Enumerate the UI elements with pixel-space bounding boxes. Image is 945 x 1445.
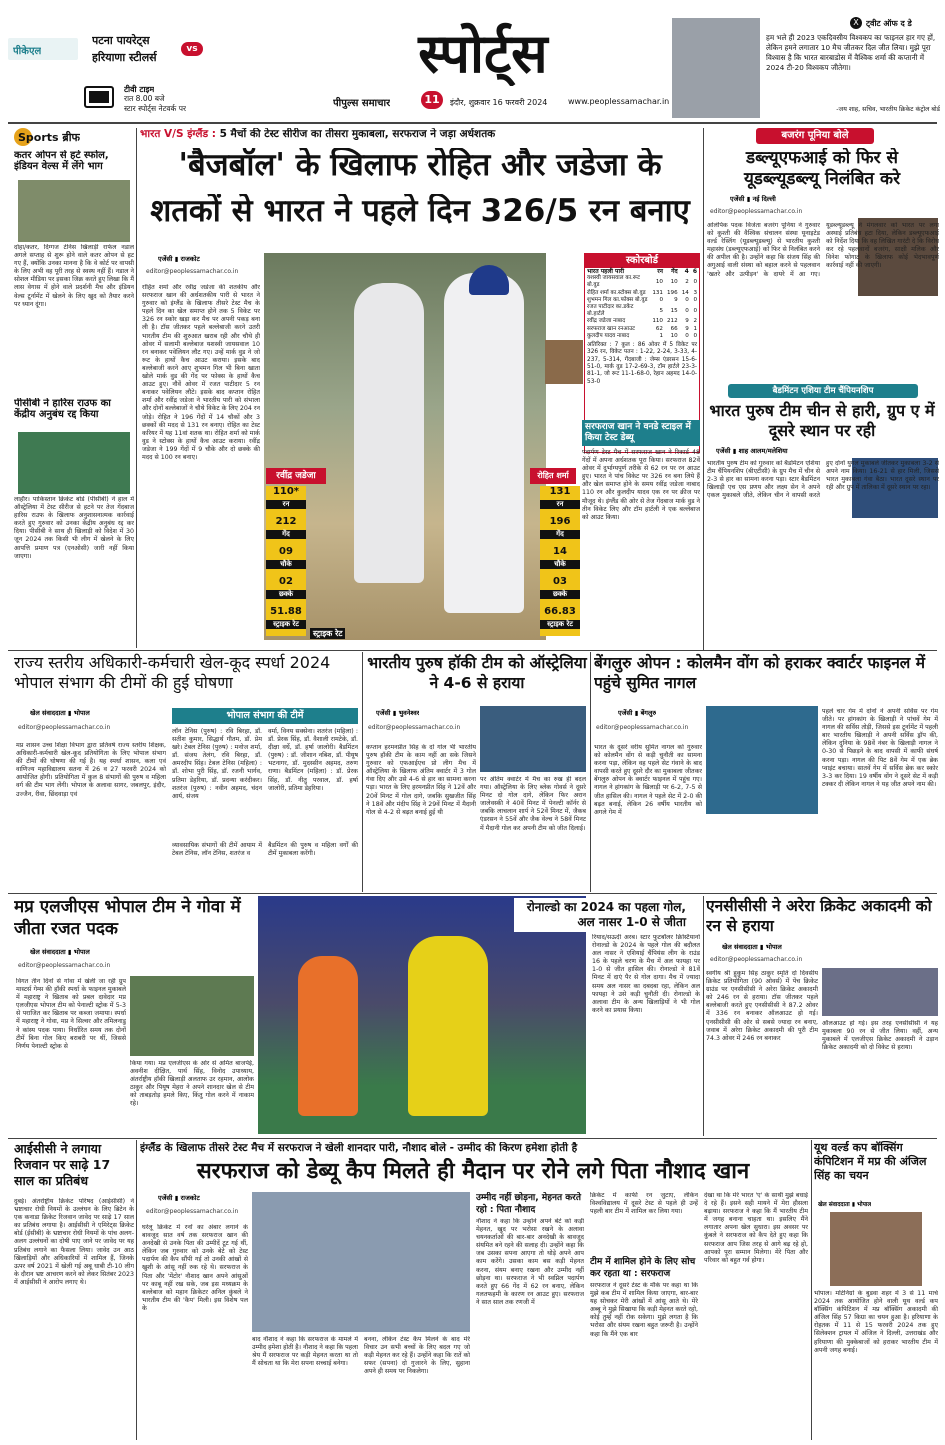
meet-body: मप्र शासन उच्च शिक्षा विभाग द्वारा प्रतिवर्ष राज्य स्तरीय शिक्षक, अधिकारी-कर्मचारी खेल-कूद प्रतियोगिता के लिए भोपाल संभाग की टीमों की घोषणा की गई है। यह स्पर्धा शासन, कला एवं वाणिज्य महाविद्यालय सतना में 26 व 27 फरवरी 2024 को आयोजित होगी। प्रतियोगिता में कुल 8 संभागों की पुरुष व महिला वर्ग की टीम भाग लेंगी। भोपाल के अलावा सागर, जबलपुर, इंदौर, उज्जैन, रीवा, छिंदवाड़ा एवं xyxy=(16,742,166,798)
main-byline: एजेंसी ▮ राजकोट xyxy=(158,255,200,263)
sarfaraz-story-col3: बनना, लेकिन टेस्ट कैप मिलने के बाद मेरे विचार उन सभी बच्चों के लिए बदल गए जो कड़ी मेहनत कर रहे हैं। उन्होंने कहा कि रातें को सफर (सपना) दो गुजारने के लिए, सुहाना अपने ही समय पर निकलेगा। xyxy=(364,1336,470,1376)
mp-team-photo xyxy=(130,976,254,1056)
scorecard-cell: 9 xyxy=(674,296,678,303)
right-divider xyxy=(703,128,704,650)
scorecard-cell: 2 xyxy=(685,278,689,285)
stat-label: गेंद xyxy=(266,530,306,539)
tv-time-3: स्टार स्पोर्ट्स नेटवर्क पर xyxy=(124,104,187,113)
ronaldo-divider xyxy=(703,896,704,1136)
scorecard-cell: शुभमन गिल का.फोक्स बो.वुड xyxy=(587,296,648,303)
brief-text-1: दोहा/कतर, दिग्गज टेनिस खिलाड़ी राफेल नडाल अगले सप्ताह से शुरू होने वाले कतर ओपन से हट गए हैं, क्योंकि उनका मानना है कि वे कोर्ट पर वापसी के लिए अभी वह पूरी तरह से स्वस्थ नहीं हैं। नडाल ने सोशल मीडिया पर इसका जिक्र करते हुए लिखा कि मैं लास वेगास में होने वाले प्रदर्शनी मैच और इंडियन वेल्स टूर्नामेंट में खेलने के लिए खुद को तैयार करने पर ध्यान दूंगा। xyxy=(14,244,134,308)
sarfaraz-story-col4: नौशाद ने कहा कि उन्होंने अपने बेटे को कड़ी मेहनत, खुद पर भरोसा रखने के अलावा चयनकर्ताओं की बार-बार अनदेखी के बावजूद संयमित बने रहने की सलाह दी। उन्होंने कहा कि जब उसका सपना आएगा तो थोड़े अपने आप काम करेंगे। उसका काम बस कड़ी मेहनत करना, संयम बनाए रखना और उम्मीद नहीं छोड़ना था। सरफराज ने भी स्वप्निल पदार्पण करते हुए 66 गेंद में 62 रन बनाए, लेकिन गलतफहमी के कारण रन आउट हुए। सरफराज ने सात साल तक रणजी में xyxy=(476,1218,584,1306)
scorecard-cell: 10 xyxy=(670,332,678,339)
meet-teams-foot2: बैडमिंटन की पुरुष व महिला वर्गों की टीमें मुकाबला करेंगी। xyxy=(268,842,358,858)
meet-teams-foot1: व्यावसायिक संभागों की टीमें आयाम में टेबल टेनिस, लॉन टेनिस, शतरंज व xyxy=(172,842,262,858)
bengaluru-email: editor@peoplessamachar.co.in xyxy=(596,724,689,731)
boxing-divider xyxy=(811,1140,812,1440)
brief-divider xyxy=(136,128,137,648)
tweet-label: ट्वीट ऑफ द डे xyxy=(866,19,912,28)
scorecard-cell: 2 xyxy=(693,318,697,325)
scorecard-cell: 3 xyxy=(693,289,697,296)
page-number: 11 xyxy=(421,91,443,109)
band-rule-3 xyxy=(8,1138,937,1139)
meet-teams-col1: लॉन टेनिस (पुरुष) : रवि बिरहा, डॉ. सतीश कुमार, सिद्धार्थ गौतम, डॉ. प्रेम खरे। टेबल टेनिस (पुरुष) : मनोज शर्मा, डॉ. संजय तेलंग, रवि बिरहा, डॉ. अमरदीप सिंह। टेबल टेनिस (महिला) : डॉ. शोभा पुरी सिंह, डॉ. रजनी भार्गव, प्रतिमा डेहरिया, डॉ. प्रदन्या करंदीकर। शतरंज (पुरुष) : नवीन अहमद, चंदन आर्य, संजय xyxy=(172,728,262,800)
main-kicker: भारत V/S इंग्लैंड : 5 मैचों की टेस्ट सीरीज का तीसरा मुकाबला, सरफराज ने जड़ा अर्धशतक xyxy=(140,128,496,140)
jadeja-name: रवींद्र जडेजा xyxy=(266,468,326,484)
anjil-photo xyxy=(830,1212,922,1286)
hockey-photo xyxy=(480,706,586,772)
stat-value: 02 xyxy=(279,576,293,587)
stat-value: 03 xyxy=(553,576,567,587)
sarfaraz-story-col7: देखा था कि मेरे भारत 'ए' के साथी मुझे बधाई दे रहे हैं। इसने सही मायने में मेरा हौसला बढ़ाया। सरफराज ने कहा कि मैं भारतीय टीम में जगह बनाना चाहता था। इसलिए मैंने लगातार अपना खेल सुधारा। इस अवसर पर कुंबले ने सरफराज को कैप देते हुए कहा कि सरफराज आप जिस तरह से आगे बढ़ रहे हो, आपको पूरा सम्मान मिलेगा। मेरे पिता और परिवार को बहुत गर्व होगा। xyxy=(704,1192,808,1264)
stat-value: 131 xyxy=(549,486,571,497)
pkl-box xyxy=(8,38,78,60)
scorecard-cell: यशस्वी जायसवाल का.रूट बो.वुड xyxy=(587,275,641,289)
bajrang-byline: एजेंसी ▮ नई दिल्ली xyxy=(730,195,776,203)
meet-byline: खेल संवाददाता ▮ भोपाल xyxy=(30,709,90,717)
badminton-headline: भारत पुरुष टीम चीन से हारी, ग्रुप ए में दूसरे स्थान पर रही xyxy=(709,401,935,440)
scorecard-cell: 0 xyxy=(693,307,697,314)
stat-label: स्ट्राइक रेट xyxy=(540,620,580,629)
mp-email: editor@peoplessamachar.co.in xyxy=(18,962,111,969)
hockey-headline: भारतीय पुरुष हॉकी टीम को ऑस्ट्रेलिया ने 4-6 से हराया xyxy=(367,654,587,692)
scorecard-cell: 0 xyxy=(685,332,689,339)
jadeja-stats xyxy=(266,486,306,636)
meet-headline: राज्य स्तरीय अधिकारी-कर्मचारी खेल-कूद स्पर्धा 2024 भोपाल संभाग की टीमों की हुई घोषणा xyxy=(14,653,331,692)
sarfaraz-story-email: editor@peoplessamachar.co.in xyxy=(146,1208,239,1215)
brief-headline-2: पीसीबी ने हारिस राउफ का केंद्रीय अनुबंध रद्द किया xyxy=(14,398,111,421)
tv-time-1: टीवी टाइम xyxy=(124,85,155,94)
stat-value: 66.83 xyxy=(544,606,576,617)
hockey-body-2: पर अंतिम क्वार्टर में मैच का रुख ही बदल गया। ऑस्ट्रेलिया के लिए ब्लेक गोवर्स ने दूसरे मिनट दो गोल दागे, लेकिन फिर अरान जालेवस्की ने 40वें मिनट में पेनल्टी कॉर्नर से जबकि लाचलान शार्प ने 52वें मिनट में, जैकब एंडरसन ने 55वें और जैक वेल्च ने 58वें मिनट में मैदानी गोल कर अपनी टीम को जीत दिलाई। xyxy=(480,776,586,832)
scorecard-header-cell: 4 xyxy=(684,268,689,275)
scorecard-cell: सरफराज खान रनआउट xyxy=(587,325,635,332)
sarfaraz-story-col2: बाद नौशाद ने कहा कि सरफराज के मामले में उम्मीद हमेशा होती है। नौशाद ने कहा कि पहला श्रेय मैं सरफराज पर कड़ी मेहनत करता था तो मैं सोचता था कि मेरा सपना सच्चाई बनेगा। xyxy=(252,1336,358,1368)
stat-label: रन xyxy=(540,500,580,509)
scorecard-cell: 14 xyxy=(681,289,689,296)
scorecard-header-cell: रन xyxy=(657,268,663,275)
scorecard-cell: 0 xyxy=(693,296,697,303)
scorecard-cell: 66 xyxy=(670,325,678,332)
brief-column xyxy=(14,128,134,648)
paper-name: पीपुल्स समाचार xyxy=(333,98,391,109)
bengaluru-headline: बेंगलुरु ओपन : कोलमैन वोंग को हराकर क्वार्टर फाइनल में पहुंचे सुमित नागल xyxy=(594,654,925,692)
main-headline-2: शतकों से भारत ने पहले दिन 326/5 रन बनाए xyxy=(150,194,690,229)
bajrang-body: ओलंपिक पदक विजेता बजरंग पूनिया ने गुरुवार को कुश्ती की वैश्विक संचालन संस्था यूनाइटेड वर्ल्ड रेस्लिंग (यूडब्ल्यूडब्ल्यू) से भारतीय कुश्ती महासंघ (डब्ल्यूएफआई) को फिर से निलंबित करने की अपील की है। उन्होंने कहा कि संजय सिंह की अगुआई वाली संस्था को बहाल करने से पहलवान 'खतरे और उत्पीड़न' के दायरे में आ गए। यूडब्ल्यूडब्ल्यू ने मंगलवार को भारत पर लगा अस्थाई प्रतिबंध हटा दिया, लेकिन डब्ल्यूएफआई को निर्देश दिया कि वह लिखित गारंटी दे कि विरोध कर रहे पहलवानों बजरंग, साक्षी मलिक और विनेश फोगाट के खिलाफ कोई भेदभावपूर्ण कार्रवाई नहीं की जाएगी। xyxy=(707,222,939,278)
sarfaraz-story-headline: सरफराज को डेब्यू कैप मिलते ही मैदान पर रोने लगे पिता नौशाद खान xyxy=(196,1159,750,1184)
scorecard-cell: 0 xyxy=(659,296,663,303)
stat-value: 09 xyxy=(279,546,293,557)
scorecard-cell: रोहित शर्मा का.स्टोक्स बो.वुड xyxy=(587,289,646,296)
stat-value: 110* xyxy=(272,486,300,497)
icc-headline: आईसीसी ने लगाया रिजवान पर साढ़े 17 साल का प्रतिबंध xyxy=(14,1141,111,1188)
scorecard-cell: 10 xyxy=(655,278,663,285)
scorecard-cell: 0 xyxy=(693,278,697,285)
stat-value: 51.88 xyxy=(270,606,302,617)
stat-label: चौके xyxy=(266,560,306,569)
ronaldo-body: रियाद/सऊदी अरब। स्टार फुटबॉलर क्रिस्टियानो रोनाल्डो के 2024 के पहले गोल की बदौलत अल नासर ने एशियाई चैंपियंस लीग के राउंड 16 के पहले चरण के मैच में अल फायहा पर 1-0 से जीत हासिल की। रोनाल्डो ने 81वें मिनट में दाएं पैर से गोल दागा। मैच में ज्यादा समय अल नासर का दबदबा रहा, लेकिन अल फायहा ने उसे कड़ी चुनौती दी। रोनाल्डो के अलावा टीम के अन्य खिलाड़ियों ने भी गोल करने का प्रयास किया। xyxy=(592,934,700,1014)
rohit-jadeja-photo xyxy=(264,253,546,640)
meet-teams-title: भोपाल संभाग की टीमें xyxy=(172,708,358,724)
boxing-byline: खेल संवाददाता ▮ भोपाल xyxy=(818,1202,872,1208)
ncc-headline: एनसीसीसी ने अरेरा क्रिकेट अकादमी को रन से हराया xyxy=(706,897,932,935)
badminton-body: भारतीय पुरुष टीम को गुरुवार को बैडमिंटन एशिया टीम चैंपियनशिप (बीएटीसी) के ग्रुप मैच में चीन से 2-3 से हार का सामना करना पड़ा। स्टार बैडमिंटन खिलाड़ी एच एस प्रणय और लक्ष्य सेन ने अपने एकल मुकाबले जीते, लेकिन चीन ने वापसी करते हुए दोनों युगल मुकाबले जीतकर मुकाबला 3-2 से अपने नाम किया। 16-21 से हार मिली, जिससे भारत मुकाबला गंवा बैठा। भारत दूसरे स्थान पर रही और ग्रुप में तालिका में दूसरे स्थान पर रहा। xyxy=(707,460,939,500)
scorecard-row xyxy=(585,318,699,325)
tv-icon xyxy=(84,86,114,108)
bengaluru-byline: एजेंसी ▮ बेंगलुरु xyxy=(618,709,657,717)
team1: पटना पायरेट्स xyxy=(92,34,150,47)
hockey-email: editor@peoplessamachar.co.in xyxy=(368,724,461,731)
ncc-body-2: ऑलआउट हो गई। इस तरह एनसीसीसी ने यह मुकाबला 90 रन से जीत लिया। वहीं, अन्य मुकाबले में एलजीएस क्रिकेट अकादमी ने उड़ान क्रिकेट अकादमी को दो विकेट से हराया। xyxy=(822,1020,938,1052)
stat-label: छक्के xyxy=(266,590,306,599)
scorecard-row xyxy=(585,326,699,333)
bajrang-email: editor@peoplessamachar.co.in xyxy=(710,208,803,215)
rohit-stats xyxy=(540,486,580,636)
ncc-byline: खेल संवाददाता ▮ भोपाल xyxy=(722,943,782,951)
hockey-divider xyxy=(590,652,591,892)
stat-label: रन xyxy=(266,500,306,509)
scorecard-cell: 1 xyxy=(659,332,663,339)
sarfaraz-story-col5: क्रिकेट में काफी रन जुटाए, लेकिन विश्वविद्यालय में दूसरे टेस्ट से पहले ही उन्हें पहली बार टीम में शामिल कर लिया गया। xyxy=(590,1192,698,1216)
tweet-author: -जय शाह, सचिव, भारतीय क्रिकेट कंट्रोल बोर्ड xyxy=(836,106,940,113)
scorecard-cell: 0 xyxy=(685,296,689,303)
stat-value: 14 xyxy=(553,546,567,557)
brief-text-2: लाहौर। पाकिस्तान क्रिकेट बोर्ड (पीसीबी) ने हाल में ऑस्ट्रेलिया में टेस्ट सीरीज से हटने पर तेज गेंदबाज हारिस राउफ के खिलाफ अनुशासनात्मक कार्रवाई करते हुए गुरुवार को उनका केंद्रीय अनुबंध रद्द कर दिया। पीसीबी ने साथ ही खिलाड़ी को विदेश में 30 जून 2024 तक किसी भी लीग में खेलने के लिए आपत्ति प्रमाण पत्र (एनओसी) जारी नहीं किया जाएगा। xyxy=(14,496,134,560)
ncc-body-1: स्वर्गीय श्री हुकुम सिंह ठाकुर स्मृति दो दिवसीय क्रिकेट प्रतियोगिता (90 ओवर्स) में पेंच क्रिकेट ग्राउंड पर एनसीसीसी ने अरेरा क्रिकेट अकादमी को 246 रन से हराया। टॉस जीतकर पहले बल्लेबाजी करते हुए एनसीसीसी ने 87.2 ओवर में 336 रन बनाकर ऑलआउट हो गई। एनसीसीसी की ओर से सबसे ज्यादा रन बनाए, जवाब में अरेरा क्रिकेट अकादमी की पूरी टीम 74.3 ओवर में 246 रन बनाकर xyxy=(706,970,818,1042)
scorecard-cell: 15 xyxy=(670,307,678,314)
sarfaraz-thumb xyxy=(545,340,583,384)
bengaluru-body-2: पहले चार गेम में दोनों ने अपनी सर्विस पर गेम जीते। पर हांगकांग के खिलाड़ी ने पांचवें गेम में नागल की सर्विस तोड़ी, जिससे इस टूर्नामेंट में पहली बार भारतीय खिलाड़ी ने अपनी सर्विस ड्रॉप की, लेकिन दुनिया के 98वें नंबर के खिलाड़ी नागल ने 0-30 से पिछड़ने के बाद वापसी में काफी संघर्ष करना पड़ा। नागल की पिट 8वें गेम में एक ब्रेक प्वाइंट बचाया। सातवें गेम में सर्विस ब्रेक कर स्कोर 3-3 कर दिया। 19 वर्षीय वोंग ने दूसरे सेट में कड़ी टक्कर दी लेकिन नागल ने यह जीत अपने नाम की। xyxy=(822,708,938,788)
mp-body-2: किया गया। मप्र एलजीएस के ओर से अमित बाजपेई, अवनीश दीक्षित, पार्थ सिंह, विनोद उपाध्याय, अंतर्राष्ट्रीय हॉकी खिलाड़ी अलताफ उर रहमान, आलोक ठाकुर और पियूष मेहरा ने अपने शानदार खेल से टीम को ताबड़तोड़ हमले किए, किंतु गोल करने में नाकाम रहे। xyxy=(130,1060,254,1108)
meet-teams-box xyxy=(172,708,358,890)
meet-divider xyxy=(362,652,363,892)
scorecard-cell: 0 xyxy=(685,307,689,314)
match-label: पीकेएल xyxy=(13,46,42,57)
scorecard-cell: 9 xyxy=(685,325,689,332)
website: www.peoplessamachar.in xyxy=(568,97,670,106)
scorecard-title: स्कोरबोर्ड xyxy=(585,254,699,268)
team2: हरियाणा स्टीलर्स xyxy=(92,51,157,64)
meet-email: editor@peoplessamachar.co.in xyxy=(18,724,111,731)
sports-brief-label: Sports ब्रीफ xyxy=(14,128,134,146)
hockey-byline: एजेंसी ▮ भुवनेश्वर xyxy=(376,709,420,717)
sarfaraz-story-col6: सरफराज ने दूसरे टेस्ट के मौके पर कहा था कि मुझे कब टीम में शामिल किया जाएगा, बार-बार यह सोचकर मेरी आंखों में आंसू आते थे। मेरे अब्बू ने मुझे सिखाया कि कड़ी मेहनत करते रहो, कोई तुम्हें नहीं रोक सकेगा। मुझे लगता है कि भरोसा और संयम रखना बहुत जरूरी है। उन्होंने कहा कि मैंने एक बार xyxy=(590,1282,698,1338)
naushad-photo xyxy=(252,1192,470,1332)
scorecard-cell: 5 xyxy=(659,307,663,314)
jay-shah-photo xyxy=(672,18,760,118)
sarfaraz-body: पदार्पण टेस्ट मैच में सरफराज खान ने रिकार्ड 48 गेंदों में अपना अर्धशतक पूरा किया। सरफराज 82वें ओवर में दुर्भाग्यपूर्ण तरीके से 62 रन पर रन आउट हुए। भारत ने पांच विकेट पर 326 रन बना लिये हैं और खेल समाप्त होने के समय रवींद्र जडेजा नाबाद 110 रन और कुलदीप यादव एक रन पर क्रीज पर मौजूद थे। इंग्लैंड की ओर से तेज गेंदबाज मार्क वुड ने तीन विकेट लिए और टॉम हार्टली ने एक बल्लेबाज को आउट किया। xyxy=(582,449,700,521)
band-rule-1 xyxy=(8,650,937,651)
scorecard-cell: रजत पाटीदार का.डकेट बो.हार्टले xyxy=(587,304,634,318)
mp-byline: खेल संवाददाता ▮ भोपाल xyxy=(30,948,90,956)
scorecard-header-cell: गेंद xyxy=(671,268,678,275)
scorecard-cell: कुलदीप यादव नाबाद xyxy=(587,332,630,339)
sarfaraz-head: सरफराज खान ने वनडे स्टाइल में किया टेस्ट डेब्यू xyxy=(582,420,700,446)
scorecard-cell: 1 xyxy=(693,325,697,332)
dateline: इंदौर, शुक्रवार 16 फरवरी 2024 xyxy=(450,98,548,107)
scorecard-table xyxy=(585,268,699,340)
rauf-photo xyxy=(18,432,130,494)
hockey-body-1: कप्तान हरमनप्रीत सिंह के दो गोल भी भारतीय पुरुष हॉकी टीम के काम नहीं आ सके जिसने गुरुवार को एफआईएच प्रो लीग मैच में ऑस्ट्रेलिया के खिलाफ अंतिम क्वार्टर में 3 गोल गंवा दिए और उसे 4-6 से हार का सामना करना पड़ा। भारत के लिए हरमनप्रीत सिंह ने 12वें और 20वें मिनट में गोल दागे, जबकि सुखजीत सिंह ने 18वें और मंदीप सिंह ने 29वें मिनट में मैदानी गोल से 4-2 से बढ़त बनाई हुई थी xyxy=(366,744,476,816)
section-title: स्पोर्ट्स xyxy=(418,21,548,85)
bengaluru-body-1: भारत के दूसरे वरीय सुमित नागल को गुरुवार को कोलमैन वोंग से कड़ी चुनौती का सामना करना पड़ा, लेकिन वह पहले सेट गंवाने के बाद वापसी करते हुए दूसरे दौर का मुकाबला जीतकर बेंगलुरु ओपन के क्वार्टर फाइनल में पहुंच गए। नागल ने हांगकांग के खिलाड़ी पर 6-2, 7-5 से जीत हासिल की। नागल ने पहले सेट में 2-0 की बढ़त बनाई, लेकिन 26 वर्षीय भारतीय को अगले गेम में xyxy=(594,744,702,816)
stat-value: 212 xyxy=(275,516,297,527)
badminton-byline: एजेंसी ▮ शाह आलम/मलेशिया xyxy=(716,447,788,455)
scorecard-cell: 9 xyxy=(685,318,689,325)
scorecard-row xyxy=(585,304,699,318)
sarfaraz-box xyxy=(582,420,700,640)
badminton-kicker: बैडमिंटन एशिया टीम चैंपियनशिप xyxy=(728,384,918,398)
header-rule xyxy=(8,122,937,124)
stat-label: स्ट्राइक रेट xyxy=(266,620,306,629)
sarfaraz-sub-2: टीम में शामिल होने के लिए सोच कर रहता था : सरफराज xyxy=(590,1257,696,1279)
x-logo-icon: X xyxy=(850,17,862,29)
ncc-email: editor@peoplessamachar.co.in xyxy=(710,956,803,963)
sarfaraz-kicker: इंग्लैंड के खिलाफ तीसरे टेस्ट मैच में सरफराज ने खेली शानदार पारी, नौशाद बोले - उम्मीद की किरण हमेशा होती है xyxy=(140,1142,578,1154)
scorecard-cell: 0 xyxy=(693,332,697,339)
stat-label: गेंद xyxy=(540,530,580,539)
tv-time-2: रात 8.00 बजे xyxy=(124,94,165,103)
sarfaraz-story-byline: एजेंसी ▮ राजकोट xyxy=(158,1194,200,1202)
scorecard-cell: 212 xyxy=(667,318,678,325)
scorecard-header-cell: 6 xyxy=(692,268,697,275)
main-email: editor@peoplessamachar.co.in xyxy=(146,268,239,275)
vs-badge: vs xyxy=(181,42,203,56)
scorecard-cell: 196 xyxy=(667,289,678,296)
header xyxy=(0,0,945,122)
bajrang-headline: डब्ल्यूएफआई को फिर से यूडब्ल्यूडब्ल्यू निलंबित करे xyxy=(743,148,901,189)
stat-value: 196 xyxy=(549,516,571,527)
main-body: रोहित शर्मा और रवींद्र जडेजा की शतकीय और सरफराज खान की अर्धशतकीय पारी से भारत ने गुरुवार को इंग्लैंड के खिलाफ तीसरे टेस्ट मैच के पहले दिन का खेल समाप्त होने तक 5 विकेट पर 326 रन स्कोर खड़ा कर मैच पर अपनी पकड़ बना ली है। टॉस जीतकर पहले बल्लेबाजी करने उतरी भारतीय टीम की शुरुआत खराब रही और चौथे ही ओवर में सलामी बल्लेबाज यशस्वी जायसवाल 10 रन बनाकर पवेलियन लौट गए। उन्हें मार्क वुड ने जो रूट के हाथों कैच आउट कराया। इसके बाद बल्लेबाजी करने आए शुभमन गिल भी बिना खाता खोले मार्क वुड की गेंद पर फोक्स के हाथों कैच आउट हुए। नौवें ओवर में रजत पाटीदार 5 रन बनाकर पवेलियन लौटे। इसके बाद कप्तान रोहित शर्मा और रवींद्र जडेजा ने भारतीय पारी को संभाला और दोनों बल्लेबाजों ने चौथे विकेट के लिए 204 रन जोड़े। रोहित ने 196 गेंदों में 14 चौकों और 3 छक्कों की मदद से 131 रन बनाए। रोहित का टेस्ट करियर में यह 11वां शतक था। रोहित शर्मा को मार्क वुड ने स्टोक्स के हाथों कैच आउट कराया। रवींद्र जडेजा ने 199 गेंदों में 9 चौके और दो छक्के की मदद से 100 रन बनाए। xyxy=(142,284,260,461)
scorecard-header-cell: भारत पहली पारी xyxy=(587,268,625,275)
scorecard-cell: 10 xyxy=(670,278,678,285)
scorecard-row xyxy=(585,297,699,304)
mp-headline: मप्र एलजीएस भोपाल टीम ने गोवा में जीता रजत पदक xyxy=(14,897,241,939)
scorecard-row xyxy=(585,290,699,297)
scorecard-cell: 62 xyxy=(655,325,663,332)
boxing-headline: यूथ वर्ल्ड कप बॉक्सिंग कंपिटिशन में मप्र की अंजिल सिंह का चयन xyxy=(814,1141,927,1182)
rohit-name: रोहित शर्मा xyxy=(530,468,576,484)
meet-teams-col2: वर्मा, विनय सक्सेना। शतरंज (महिला) : डॉ. प्रेरक सिंह, डॉ. वैशाली रामटेके, डॉ. दीक्षा वर्धे, डॉ. हर्षा जालोरी। बैडमिंटन (पुरुष) : डॉ. जीशान नबिश, डॉ. पीयूष भटनागर, डॉ. मुदस्सीन अहमद, तरुण राणा। बैडमिंटन (महिला) : डॉ. प्रेरक सिंह, डॉ. नीतु परवाल, डॉ. हर्षा जालोरी, प्रतिमा डेहरिया। xyxy=(268,728,358,792)
nadal-photo xyxy=(18,180,130,242)
scorecard-extra: अतिरिक्त : 7 कुल : 86 ओवर में 5 विकेट पर 326 रन, विकेट पतन : 1-22, 2-24, 3-33, 4-237, 5-314, गेंदबाजी : जेम्स एंडरसन 15-6-51-0, मार्क वुड 17-2-69-3, टॉम हार्टले 23-3-81-1, जो रूट 11-1-68-0, रेहान अहमद 14-0-53-0 xyxy=(587,342,697,385)
stat-label: छक्के xyxy=(540,590,580,599)
scorecard-cell: रवींद्र जडेजा नाबाद xyxy=(587,318,626,325)
sarfaraz-sub-1: उम्मीद नहीं छोड़ना, मेहनत करते रहो : पिता नौशाद xyxy=(476,1193,581,1215)
band-rule-2 xyxy=(8,893,937,894)
brief-headline-1: कतर ओपन से हटे स्फोल, इंडियन वेल्स में लेंगे भाग xyxy=(14,150,109,173)
scorecard-cell: 131 xyxy=(652,289,663,296)
ncc-photo xyxy=(822,968,938,1016)
bajrang-kicker: बजरंग पूनिया बोले xyxy=(756,128,874,144)
boxing-body: भोपाल। मोंटेनिग्रो के बुडवा शहर में 3 से 11 मार्च 2024 तक आयोजित होने वाली यूथ वर्ल्ड कप बॉक्सिंग कंपिटिशन में मप्र बॉक्सिंग अकादमी की अंजिल सिंह 57 किग्रा का चयन हुआ है। हरियाणा के रोहतक में 11 से 15 फरवरी 2024 तक हुए सिलेक्शन ट्रायल में अंजिल ने दिल्ली, उत्तराखंड और हरियाणा की मुक्केबाजों को हराकर भारतीय टीम में अपनी जगह बनाई। xyxy=(814,1290,938,1354)
scorecard-row xyxy=(585,275,699,289)
icc-body: दुबई। अंतर्राष्ट्रीय क्रिकेट परिषद (आईसीसी) ने भ्रष्टाचार रोधी नियमों के उल्लंघन के लिए ब्रिटेन के एक कनाडा क्रिकेट रिजवान जावेद पर साढ़े 17 साल का प्रतिबंध लगाया है। आईसीसी ने एमिरेट्स क्रिकेट बोर्ड (ईसीबी) के भ्रष्टाचार रोधी नियमों के पांच अलग-अलग उल्लंघनों का दोषी पाए जाने पर जावेद पर यह प्रतिबंध लगाने का फैसला लिया। जावेद उन आठ खिलाड़ियों और अधिकारियों में शामिल हैं, जिनके ऊपर वर्ष 2021 में खेली गई अबू धाबी टी-10 लीग के दौरान भ्रष्ट आचरण करने को लेकर सितंबर 2023 में आईसीसी ने आरोप लगाए थे। xyxy=(14,1198,134,1286)
scorecard-cell: 110 xyxy=(652,318,663,325)
scorecard-row xyxy=(585,333,699,340)
jadeja-sr-label: स्ट्राइक रेट xyxy=(310,628,345,639)
sarfaraz-story-col1: घरेलू क्रिकेट में रनों का अंबार लगाने के बावजूद सात वर्ष तक सरफराज खान की अनदेखी से उनके पिता की उम्मीदें टूट गई थीं, लेकिन जब गुरुवार को उनके बेटे को टेस्ट पदार्पण की कैप सौंपी गई तो उनकी आंखों से खुशी के आंसू नहीं रुक रहे थे। सरफराज के पिता और 'मेंटोर' नौशाद खान अपने आंसुओं पर काबू नहीं रख सके, जब इस मध्यक्रम के बल्लेबाज को महान क्रिकेटर अनिल कुंबले ने भारतीय टीम की 'कैप' मिली। इस विशेष पल के xyxy=(142,1224,248,1312)
ronaldo-headline: रोनाल्डो का 2024 का पहला गोल, अल नासर 1-0 से जीता xyxy=(514,898,690,932)
main-headline-1: 'बैजबॉल' के खिलाफ रोहित और जडेजा के xyxy=(178,148,662,183)
mp-body-1: विगत तीन दिनों से गोवा में खेली जा रही ग्रुप मास्टर्स गेम्स की हॉकी स्पर्धा के फाइनल मुकाबले में महाराष्ट्र ने खिताब को प्रबल दावेदार मप्र एलजीएस भोपाल टीम को पेनाल्टी स्ट्रोक में 5-3 से पराजित कर खिताब पर कब्जा जमाया। स्पर्धा में महाराष्ट्र ने गोवा, मप्र ने सिल्वर और तमिलनाडु ने कांस्य पदक पाया। निर्धारित समय तक दोनों टीमें बिना गोल किए बराबरी पर थीं, जिससे निर्णय पेनाल्टी स्ट्रोक से xyxy=(16,978,126,1050)
tweet-text: हम भले ही 2023 एकदिवसीय विश्वकप का फाइनल हार गए हों, लेकिन हमने लगातार 10 मैच जीतकर दिल जीत लिया। मुझे पूरा विश्वास है कि भारत बारबाडोस में वैश्विक शर्मा की कप्तानी में 2024 टी-20 विश्वकप जीतेगा। xyxy=(766,33,936,72)
stat-label: चौके xyxy=(540,560,580,569)
icc-divider xyxy=(136,1140,137,1440)
